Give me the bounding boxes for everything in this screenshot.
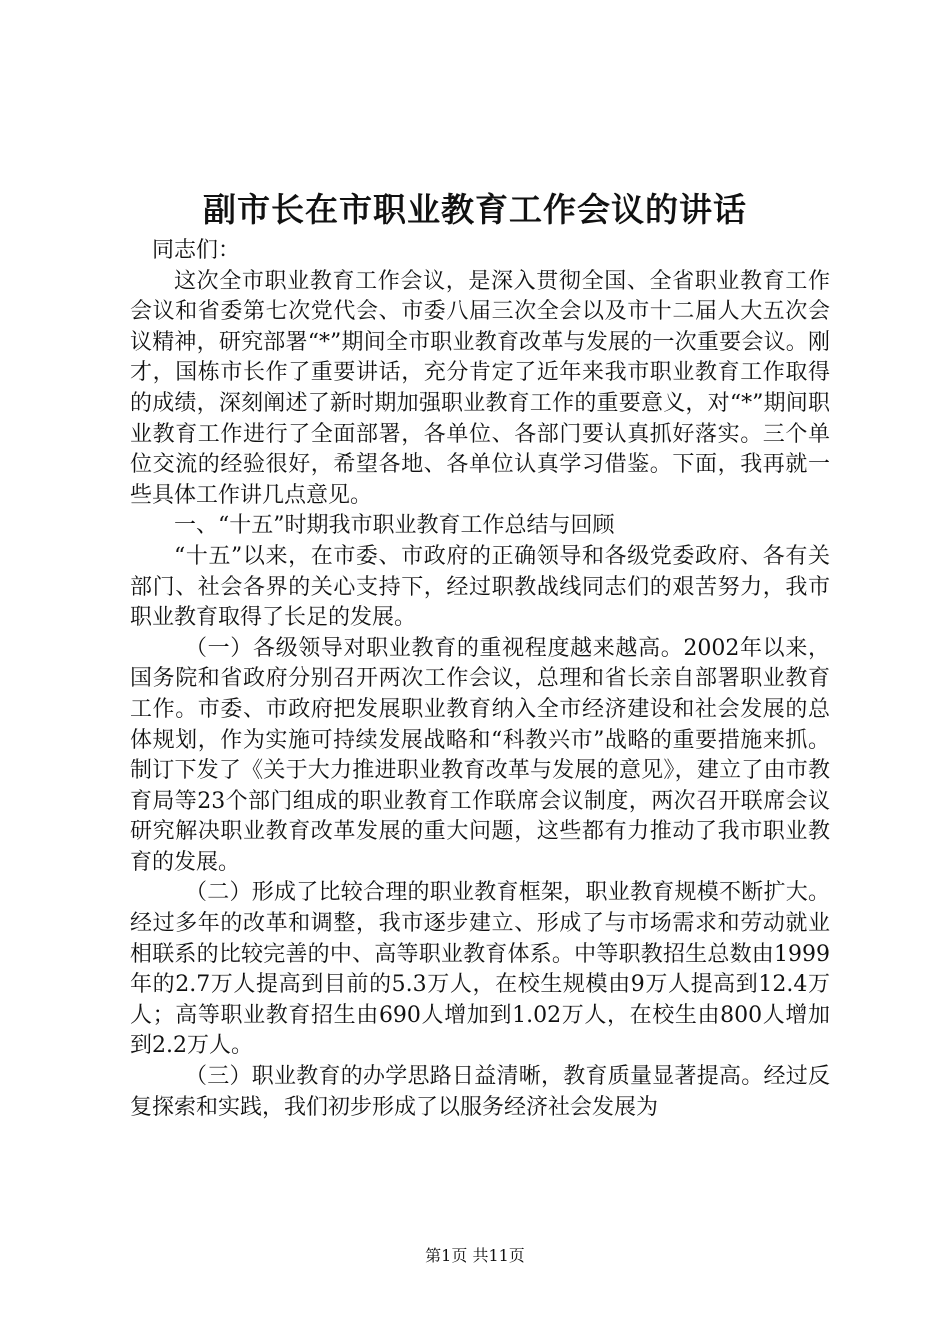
- document-body: [130, 236, 830, 1123]
- body-paragraph: （二）形成了比较合理的职业教育框架，职业教育规模不断扩大。经过多年的改革和调整，我市逐步建立、形成了与市场需求和劳动就业相联系的比较完善的中、高等职业教育体系。中等职教招生总数由1999年的2.7万人提高到目前的5.3万人，在校生规模由9万人提高到12.4万人；高等职业教育招生由690人增加到1.02万人，在校生由800人增加到2.2万人。: [130, 880, 830, 1059]
- body-paragraph: 这次全市职业教育工作会议，是深入贯彻全国、全省职业教育工作会议和省委第七次党代会、市委八届三次全会以及市十二届人大五次会议精神，研究部署“*”期间全市职业教育改革与发展的一次重要会议。刚才，国栋市长作了重要讲话，充分肯定了近年来我市职业教育工作取得的成绩，深刻阐述了新时期加强职业教育工作的重要意义，对“*”期间职业教育工作进行了全面部署，各单位、各部门要认真抓好落实。三个单位交流的经验很好，希望各地、各单位认真学习借鉴。下面，我再就一些具体工作讲几点意见。: [130, 268, 830, 508]
- document-title: 副市长在市职业教育工作会议的讲话: [203, 190, 747, 229]
- body-paragraph: （一）各级领导对职业教育的重视程度越来越高。2002年以来，国务院和省政府分别召开两次工作会议，总理和省长亲自部署职业教育工作。市委、市政府把发展职业教育纳入全市经济建设和社会发展的总体规划，作为实施可持续发展战略和“科教兴市”战略的重要措施来抓。制订下发了《关于大力推进职业教育改革与发展的意见》，建立了由市教育局等23个部门组成的职业教育工作联席会议制度，两次召开联席会议研究解决职业教育改革发展的重大问题，这些都有力推动了我市职业教育的发展。: [130, 635, 830, 875]
- greeting-paragraph: 同志们：: [152, 238, 241, 263]
- page-number-footer: 第1页 共11页: [425, 1246, 525, 1265]
- body-paragraph: “十五”以来，在市委、市政府的正确领导和各级党委政府、各有关部门、社会各界的关心支持下，经过职教战线同志们的艰苦努力，我市职业教育取得了长足的发展。: [130, 543, 830, 631]
- section-heading: 一、“十五”时期我市职业教育工作总结与回顾: [174, 513, 615, 539]
- body-paragraph: （三）职业教育的办学思路日益清晰，教育质量显著提高。经过反复探索和实践，我们初步形成了以服务经济社会发展为: [130, 1064, 830, 1120]
